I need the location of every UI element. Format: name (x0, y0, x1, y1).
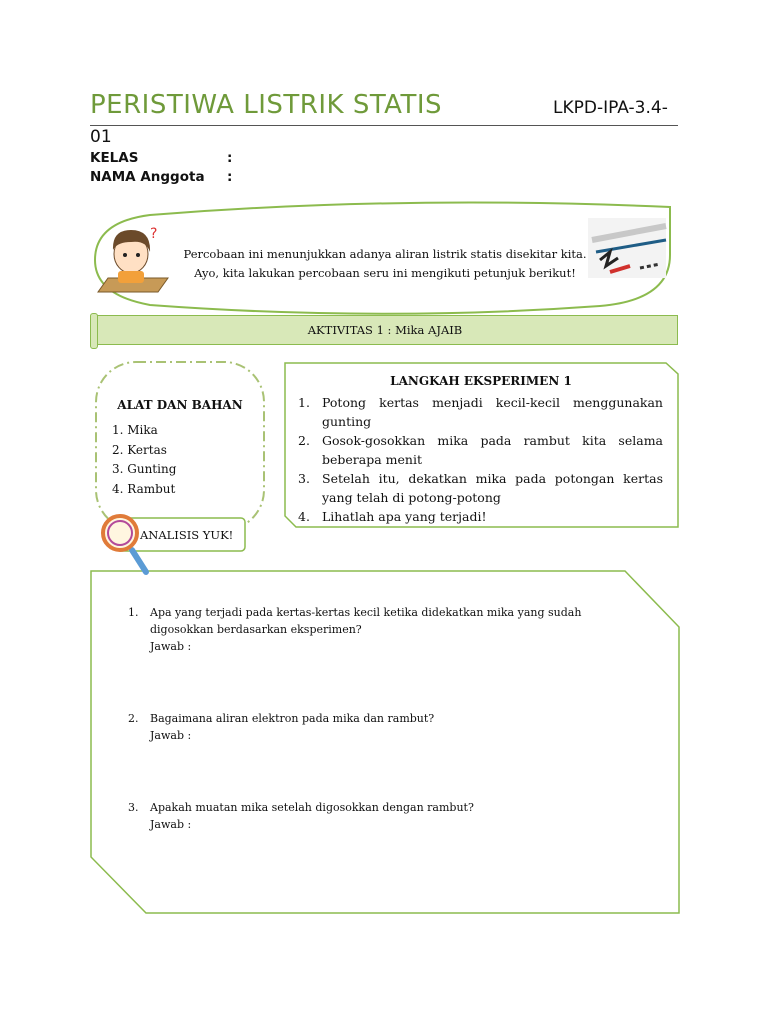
svg-text:?: ? (150, 226, 158, 242)
list-item (298, 431, 663, 469)
step-text: Gosok-gosokkan mika pada rambut kita selama beberapa menit (322, 433, 663, 467)
answer-label: Jawab : (150, 640, 192, 653)
question-text: Apakah muatan mika setelah digosokkan dengan rambut? (150, 801, 474, 814)
step-number: 3. (298, 471, 310, 486)
activity-bar-edge (90, 313, 98, 349)
list-item (298, 393, 663, 431)
header-rule (90, 125, 678, 126)
class-colon: : (227, 150, 233, 166)
list-item (298, 469, 663, 507)
analysis-label: ANALISIS YUK! (140, 528, 234, 542)
intro-text (180, 245, 590, 283)
list-item: 1. Mika (112, 423, 158, 437)
materials-title: ALAT DAN BAHAN (117, 398, 243, 412)
step-text: Setelah itu, dekatkan mika pada potongan kertas yang telah di potong-potong (322, 471, 663, 505)
step-text: Lihatlah apa yang terjadi! (322, 509, 487, 524)
activity-title: AKTIVITAS 1 : Mika AJAIB (307, 323, 463, 337)
question-item (128, 710, 648, 744)
list-item: 2. Kertas (112, 442, 167, 457)
question-item (128, 799, 648, 833)
answer-label: Jawab : (150, 818, 192, 831)
questions-list (128, 604, 648, 833)
members-label: NAMA Anggota (90, 169, 205, 185)
step-text: Potong kertas menjadi kecil-kecil menggunakan gunting (322, 395, 663, 429)
question-item (128, 604, 648, 655)
question-text: Apa yang terjadi pada kertas-kertas kecil ketika didekatkan mika yang sudah digosokkan berdasarkan eksperimen? (150, 606, 582, 636)
answer-label: Jawab : (150, 729, 192, 742)
page-title: PERISTIWA LISTRIK STATIS (90, 90, 443, 120)
class-label: KELAS (90, 150, 139, 166)
steps-title: LANGKAH EKSPERIMEN 1 (390, 374, 572, 388)
steps-list (298, 393, 663, 526)
list-item (298, 507, 663, 526)
question-text: Bagaimana aliran elektron pada mika dan rambut? (150, 712, 435, 725)
electricity-illustration (588, 218, 666, 278)
worksheet-code-suffix: 01 (90, 127, 112, 147)
intro-line-2: Ayo, kita lakukan percobaan seru ini mengikuti petunjuk berikut! (194, 266, 576, 280)
members-colon: : (227, 169, 233, 185)
step-number: 1. (298, 395, 310, 410)
question-number: 3. (128, 801, 139, 814)
list-item: 4. Rambut (112, 481, 176, 496)
step-number: 2. (298, 433, 310, 448)
intro-line-1: Percobaan ini menunjukkan adanya aliran listrik statis disekitar kita. (183, 247, 587, 261)
question-number: 2. (128, 712, 139, 725)
worksheet-code: LKPD-IPA-3.4- (553, 98, 668, 118)
materials-list (112, 421, 176, 499)
activity-title-bar (92, 315, 678, 345)
list-item: 3. Gunting (112, 462, 177, 476)
step-number: 4. (298, 509, 310, 524)
question-number: 1. (128, 606, 139, 619)
